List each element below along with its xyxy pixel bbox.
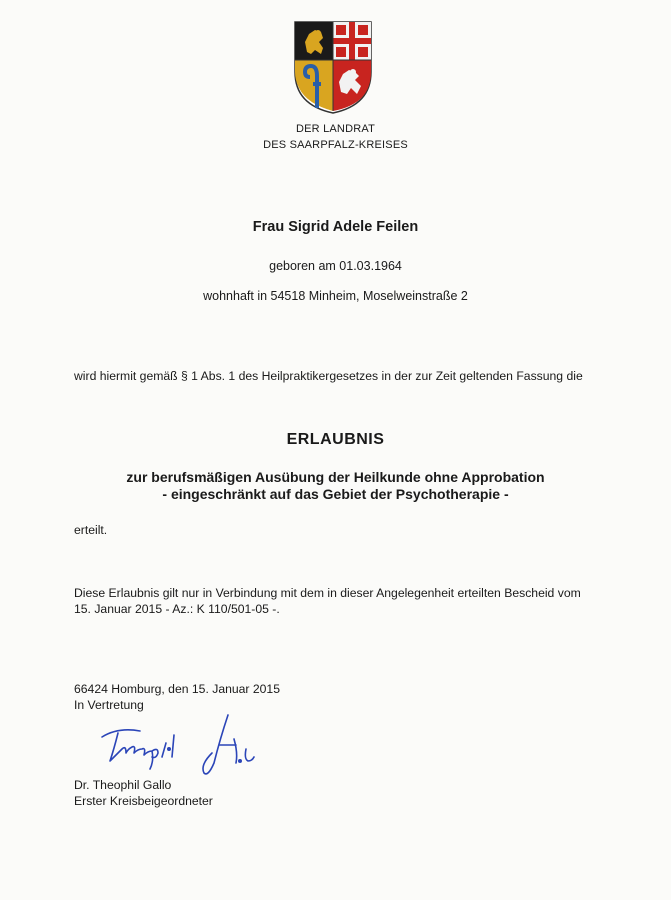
subtitle-line-2: - eingeschränkt auf das Gebiet der Psychotherapie - xyxy=(162,486,509,502)
subtitle-line-1: zur berufsmäßigen Ausübung der Heilkunde ohne Approbation xyxy=(126,469,545,485)
recipient-birth-date: geboren am 01.03.1964 xyxy=(269,259,402,273)
deputy-note: In Vertretung xyxy=(74,698,144,712)
coat-of-arms-icon xyxy=(293,20,373,115)
document-title: ERLAUBNIS xyxy=(286,431,385,448)
place-and-date: 66424 Homburg, den 15. Januar 2015 xyxy=(74,682,280,696)
validity-paragraph: Diese Erlaubnis gilt nur in Verbindung mit dem in dieser Angelegenheit erteilten Bescheid vom 15. Januar 2015 - Az.: K 110/501-05 -. xyxy=(74,586,581,616)
recipient-address: wohnhaft in 54518 Minheim, Moselweinstraße 2 xyxy=(203,289,468,303)
recipient-name: Frau Sigrid Adele Feilen xyxy=(252,219,419,235)
authority-line-2: DES SAARPFALZ-KREISES xyxy=(263,139,408,151)
authority-line-1: DER LANDRAT xyxy=(295,123,375,135)
issued-text: erteilt. xyxy=(74,523,108,537)
signer-name: Dr. Theophil Gallo xyxy=(74,778,172,792)
signer-title: Erster Kreisbeigeordneter xyxy=(74,794,213,808)
intro-paragraph: wird hiermit gemäß § 1 Abs. 1 des Heilpraktikergesetzes in der zur Zeit geltenden Fassung die xyxy=(74,369,583,383)
signature-icon xyxy=(96,705,266,780)
